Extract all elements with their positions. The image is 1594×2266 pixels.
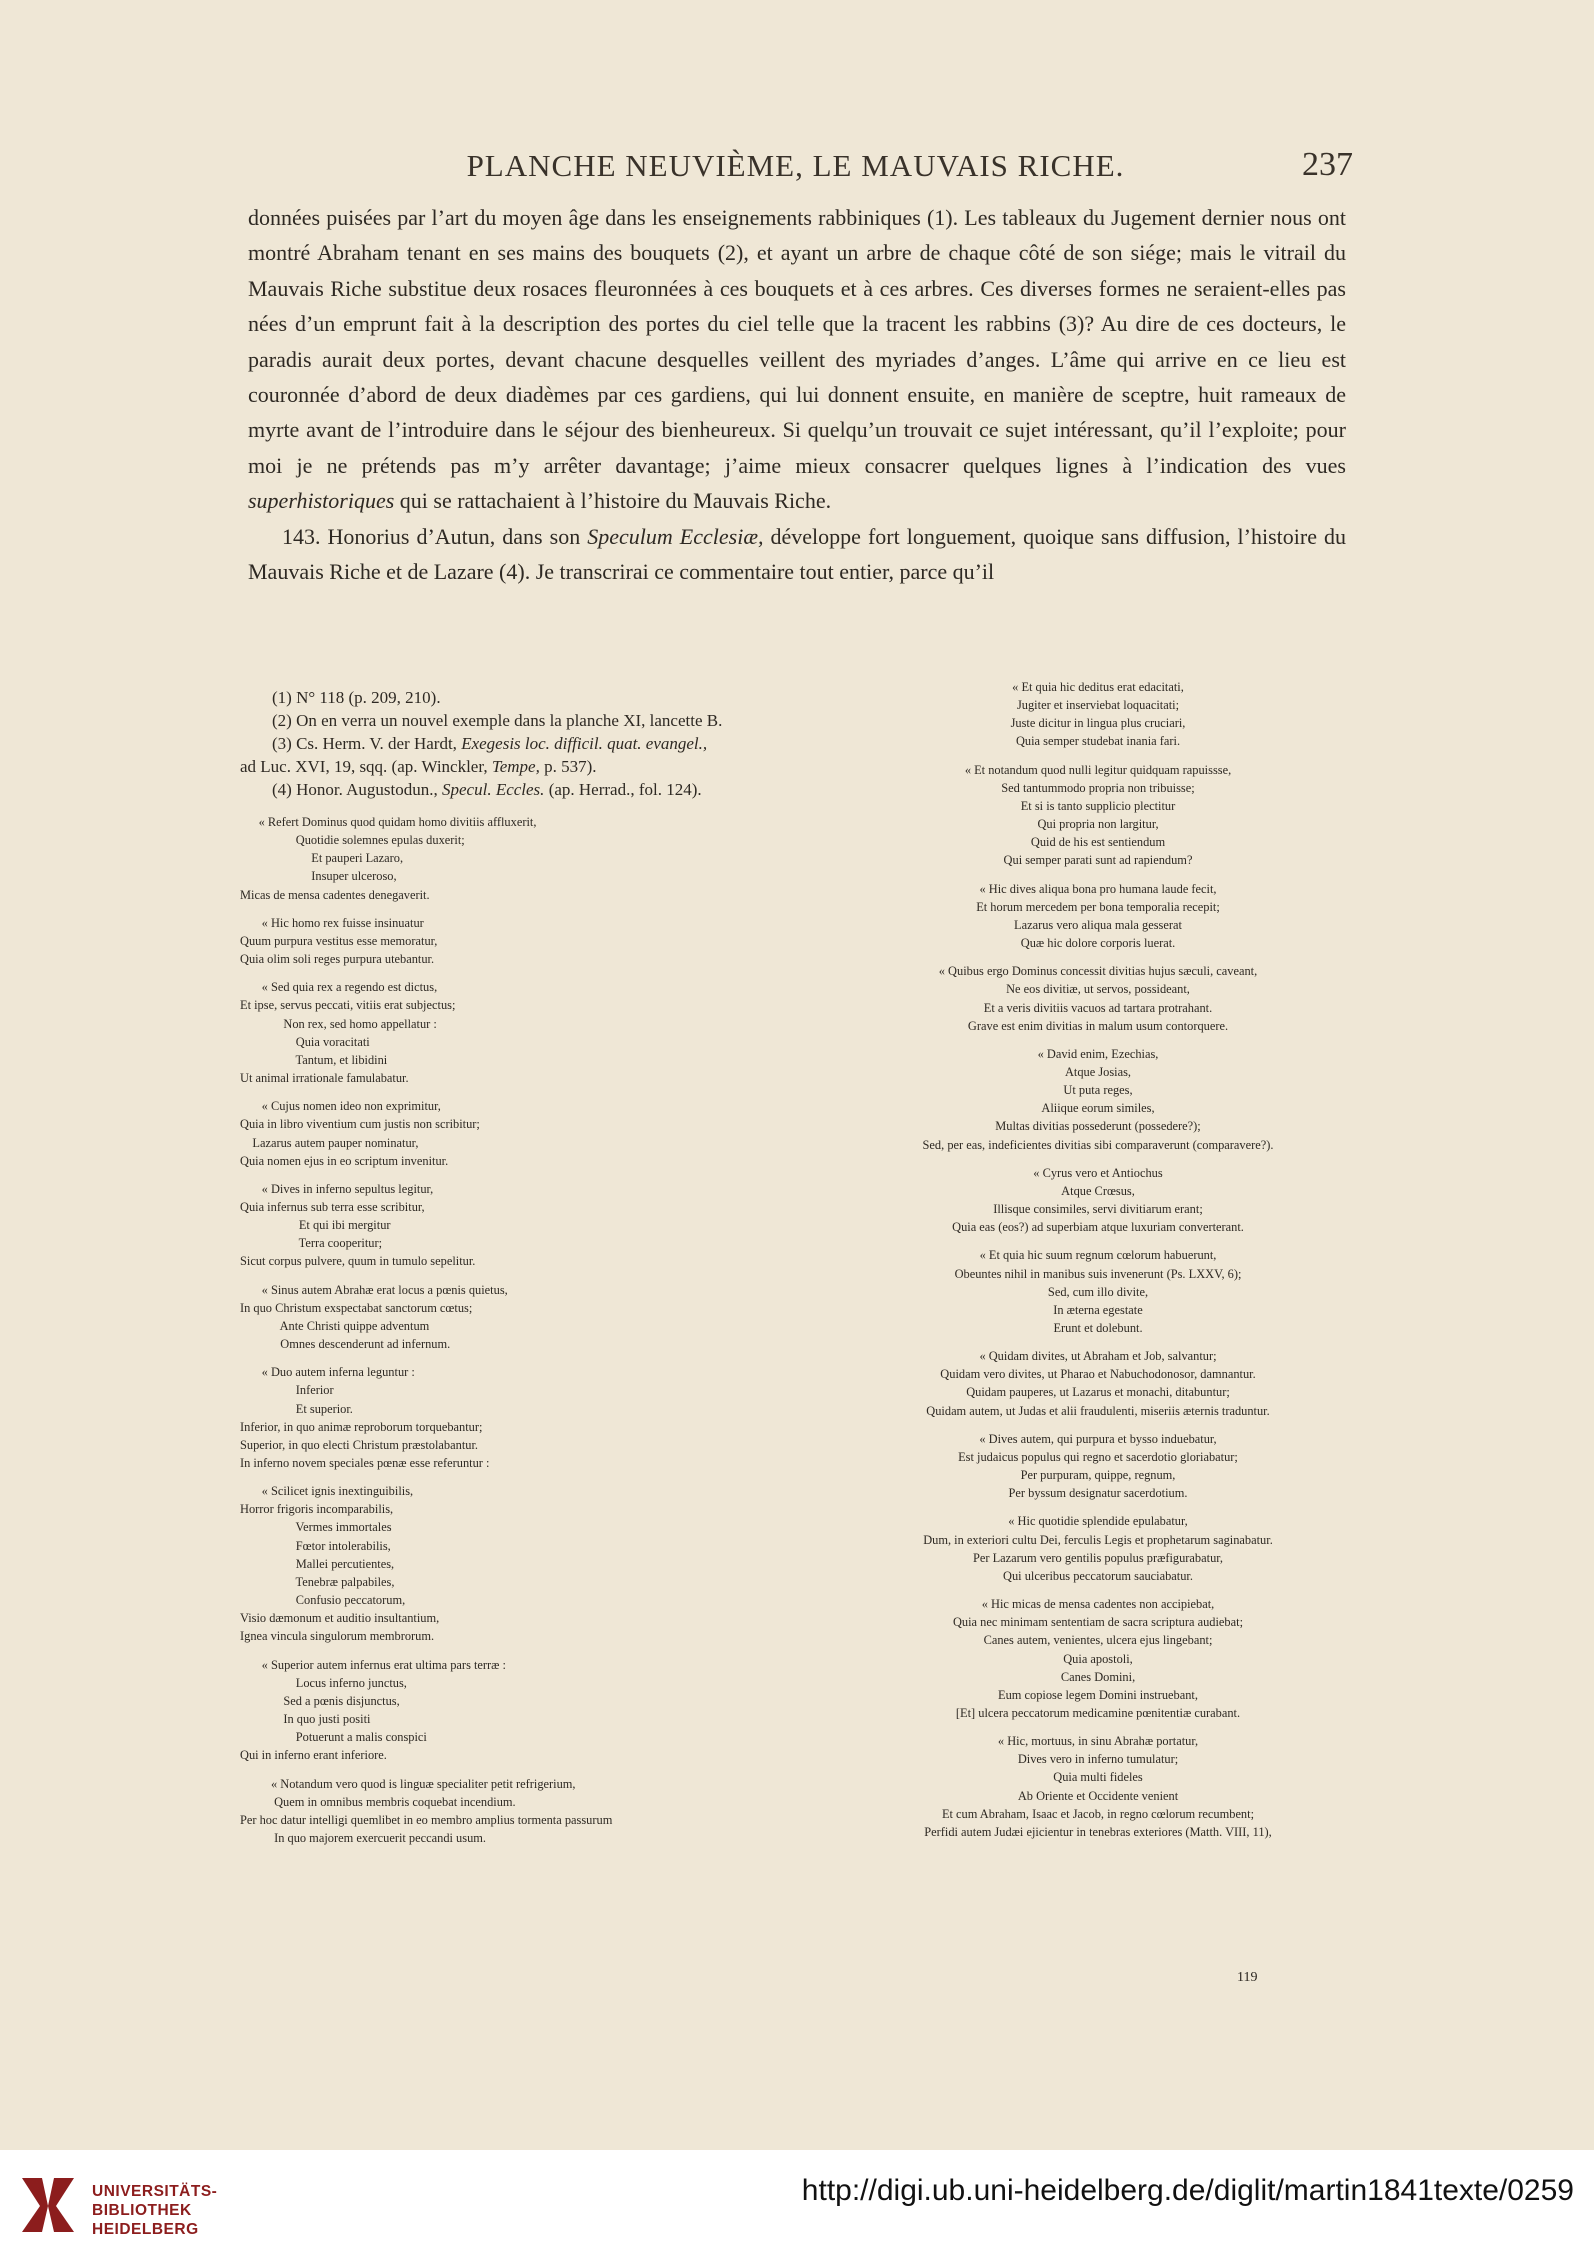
verse-line: Quotidie solemnes epulas duxerit;: [240, 833, 465, 848]
verse-line: Per purpuram, quippe, regnum,: [1020, 1468, 1176, 1483]
verse-line: Horror frigoris incomparabilis,: [240, 1502, 394, 1517]
verse-line: Et si is tanto supplicio plectitur: [1020, 798, 1176, 813]
footnote-3-cont: ad Luc. XVI, 19, sqq. (ap. Winckler, Tempe, p. 537).: [240, 757, 597, 776]
page-number: 237: [1302, 146, 1353, 183]
verse-stanza: [240, 1656, 800, 1765]
p2-text-a: 143. Honorius d’Autun, dans son: [282, 523, 581, 549]
verse-line: Tantum, et libidini: [240, 1052, 388, 1067]
verse-line: Et ipse, servus peccati, vitiis erat subjectus;: [240, 998, 456, 1013]
verse-line: Et pauperi Lazaro,: [240, 851, 404, 866]
verse-line: Erunt et dolebunt.: [1053, 1321, 1143, 1335]
verse-line: Quia apostoli,: [1063, 1651, 1133, 1666]
verse-line: In æterna egestate: [1053, 1302, 1143, 1317]
verse-line: Sed, per eas, indeficientes divitias sibi comparaverunt (comparavere?).: [922, 1137, 1274, 1152]
verse-line: Lazarus autem pauper nominatur,: [240, 1135, 419, 1150]
p1-text-a: données puisées par l’art du moyen âge dans les enseignements rabbiniques (1). Les tableaux du Jugement dernier nous ont montré Abraham tenant en ses mains des bouquets (2), et ayant un arbre de chaque côté de son siége; mais le vitrail du Mauvais Riche substitue deux rosaces fleuronnées à ces bouquets et à ces arbres. Ces diverses formes ne seraient-elles pas nées d’un emprunt fait à la description des portes du ciel telle que la tracent les rabbins (3)? Au dire de ces docteurs, le paradis aurait deux portes, devant chacune desquelles veillent des myriades d’anges. L’âme qui arrive en ce lieu est couronnée d’abord de deux diadèmes par ces gardiens, qui lui donnent ensuite, en manière de sceptre, huit rameaux de myrte avant de l’introduire dans le séjour des bienheureux. Si quelqu’un trouvait ce sujet intéressant, qu’il l’exploite; pour moi je ne prétends pas m’y arrêter davantage; j’aime mieux consacrer quelques lignes à l’indication des vues: [248, 205, 1346, 478]
verse-stanza: [240, 1281, 800, 1354]
verse-line: In quo justi positi: [240, 1712, 371, 1727]
p1-text-b: qui se rattachaient à l’histoire du Mauvais Riche.: [399, 488, 832, 514]
verse-line: « Quibus ergo Dominus concessit divitias hujus sæculi, caveant,: [938, 964, 1258, 979]
verse-stanza: [240, 813, 800, 904]
verse-line: Ut puta reges,: [1063, 1083, 1133, 1098]
university-logo-icon: [18, 2170, 78, 2240]
verse-stanza: [838, 1732, 1358, 1841]
verse-line: Canes Domini,: [1060, 1669, 1136, 1684]
verse-line: Insuper ulceroso,: [240, 869, 397, 884]
footnote-4: (4) Honor. Augustodun., Specul. Eccles. (ap. Herrad., fol. 124).: [272, 780, 702, 799]
verse-line: Et horum mercedem per bona temporalia recepit;: [976, 899, 1220, 914]
verse-line: Et cum Abraham, Isaac et Jacob, in regno cœlorum recumbent;: [941, 1806, 1255, 1821]
verse-line: Qui ulceribus peccatorum sauciabatur.: [1003, 1568, 1193, 1583]
verse-stanza: [838, 1246, 1358, 1337]
verse-line: Et a veris divitiis vacuos ad tartara protrahant.: [983, 1000, 1213, 1015]
verse-line: Multas divitias possederunt (possedere?);: [995, 1119, 1201, 1134]
verse-line: Quia infernus sub terra esse scribitur,: [240, 1199, 425, 1214]
verse-line: Confusio peccatorum,: [240, 1593, 406, 1608]
verse-line: « Dives in inferno sepultus legitur,: [240, 1181, 434, 1196]
verse-stanza: [838, 761, 1358, 870]
signature-number: 119: [1237, 1970, 1258, 1985]
verse-line: Vermes immortales: [240, 1520, 392, 1535]
verse-stanza: [838, 962, 1358, 1035]
verse-line: Quia voracitati: [240, 1034, 370, 1049]
verse-stanza: [240, 1482, 800, 1645]
verse-line: « Et quia hic suum regnum cœlorum habuerunt,: [979, 1248, 1217, 1263]
verse-line: Quia multi fideles: [1053, 1770, 1143, 1785]
verse-line: « Superior autem infernus erat ultima pars terræ :: [240, 1657, 506, 1672]
verse-stanza: [240, 914, 800, 968]
verse-line: Illisque consimiles, servi divitiarum erant;: [993, 1202, 1203, 1217]
verse-line: Lazarus vero aliqua mala gesserat: [1014, 917, 1182, 932]
verse-line: « Duo autem inferna leguntur :: [240, 1365, 415, 1380]
verse-line: Quid de his est sentiendum: [1030, 835, 1166, 850]
footer-bar: [0, 2150, 1594, 2266]
verse-line: Atque Crœsus,: [1061, 1183, 1135, 1198]
verse-line: In inferno novem speciales pœnæ esse referuntur :: [240, 1456, 490, 1470]
verse-line: « Sinus autem Abrahæ erat locus a pœnis quietus,: [240, 1282, 508, 1297]
verses-left: [240, 813, 800, 1847]
verse-line: « Notandum vero quod is linguæ specialiter petit refrigerium,: [240, 1776, 576, 1791]
verse-line: « Quidam divites, ut Abraham et Job, salvantur;: [979, 1349, 1217, 1364]
verse-line: Canes autem, venientes, ulcera ejus lingebant;: [983, 1633, 1213, 1648]
p2-italic: Speculum Ecclesiæ,: [587, 523, 764, 549]
verse-line: Ante Christi quippe adventum: [240, 1318, 430, 1333]
verse-line: Quidam autem, ut Judas et alii fraudulenti, miseriis æternis traduntur.: [926, 1403, 1270, 1418]
verse-stanza: [838, 678, 1358, 751]
verse-line: Quia nec minimam sententiam de sacra scriptura audiebat;: [952, 1615, 1244, 1630]
verse-line: Jugiter et inserviebat loquacitati;: [1016, 698, 1180, 713]
paragraph-2: [248, 519, 1346, 590]
p1-italic: superhistoriques: [248, 488, 395, 514]
verse-line: Et qui ibi mergitur: [240, 1218, 391, 1233]
verse-line: Terra cooperitur;: [240, 1236, 383, 1251]
verse-line: Per hoc datur intelligi quemlibet in eo membro amplius tormenta passurum: [240, 1812, 613, 1827]
university-name: UNIVERSITÄTS- BIBLIOTHEK HEIDELBERG: [92, 2183, 218, 2238]
verse-line: Aliique eorum similes,: [1041, 1101, 1155, 1116]
verse-line: Micas de mensa cadentes denegaverit.: [240, 887, 430, 902]
verse-line: Atque Josias,: [1064, 1064, 1132, 1079]
verse-line: Non rex, sed homo appellatur :: [240, 1016, 437, 1031]
verse-line: Obeuntes nihil in manibus suis invenerunt (Ps. LXXV, 6);: [954, 1266, 1242, 1281]
verse-line: Per Lazarum vero gentilis populus præfigurabatur,: [972, 1550, 1223, 1565]
verse-line: « Et quia hic deditus erat edacitati,: [1012, 680, 1184, 694]
verse-line: Eum copiose legem Domini instruebant,: [998, 1687, 1198, 1702]
verse-line: Est judaicus populus qui regno et sacerdotio gloriabatur;: [958, 1449, 1238, 1464]
verse-line: Fœtor intolerabilis,: [240, 1538, 391, 1553]
verse-stanza: [838, 880, 1358, 953]
verse-line: Perfidi autem Judæi ejicientur in tenebras exteriores (Matth. VIII, 11),: [924, 1824, 1272, 1839]
verse-line: Et superior.: [240, 1401, 353, 1416]
verse-line: « Scilicet ignis inextinguibilis,: [240, 1484, 414, 1499]
verse-line: Omnes descenderunt ad infernum.: [240, 1337, 451, 1352]
p2-text-b: développe fort longuement, quoique sans diffusion, l’histoire du Mauvais Riche et de Lazare (4). Je transcrirai ce commentaire tout entier, parce qu’il: [248, 523, 1346, 585]
verse-line: Qui semper parati sunt ad rapiendum?: [1003, 853, 1193, 868]
verses-right: [838, 678, 1358, 1841]
verse-line: Quia eas (eos?) ad superbiam atque luxuriam converterant.: [952, 1220, 1244, 1235]
verse-line: Quia olim soli reges purpura utebantur.: [240, 952, 435, 967]
footnote-1: (1) N° 118 (p. 209, 210).: [272, 688, 441, 707]
paragraph-1: [248, 200, 1346, 519]
source-url-link[interactable]: http://digi.ub.uni-heidelberg.de/diglit/martin1841texte/0259: [801, 2174, 1574, 2207]
verse-line: Ab Oriente et Occidente venient: [1017, 1788, 1179, 1803]
verse-stanza: [838, 1045, 1358, 1154]
right-column: [838, 678, 1358, 1841]
verse-line: « Hic homo rex fuisse insinuatur: [240, 915, 424, 930]
verse-line: « Cujus nomen ideo non exprimitur,: [240, 1099, 441, 1114]
main-text: [248, 200, 1346, 589]
verse-line: Sed tantummodo propria non tribuisse;: [1001, 780, 1195, 795]
verse-stanza: [240, 1775, 800, 1848]
verse-line: Per byssum designatur sacerdotium.: [1008, 1486, 1188, 1501]
verse-line: Quidam pauperes, ut Lazarus et monachi, ditabuntur;: [966, 1385, 1230, 1400]
verse-line: Qui propria non largitur,: [1037, 817, 1159, 832]
verse-stanza: [240, 1363, 800, 1472]
verse-stanza: [838, 1430, 1358, 1503]
verse-line: Quia semper studebat inania fari.: [1015, 734, 1181, 749]
footnote-3: (3) Cs. Herm. V. der Hardt, Exegesis loc. difficil. quat. evangel.,: [272, 734, 708, 753]
verse-stanza: [240, 1097, 800, 1170]
verse-stanza: [240, 1180, 800, 1271]
verse-line: Quia in libro viventium cum justis non scribitur;: [240, 1117, 480, 1132]
verse-line: « Hic quotidie splendide epulabatur,: [1008, 1514, 1188, 1529]
verse-line: Qui in inferno erant inferiore.: [240, 1748, 387, 1763]
verse-line: « Cyrus vero et Antiochus: [1033, 1165, 1163, 1180]
verse-line: Quem in omnibus membris coquebat incendium.: [240, 1794, 516, 1809]
verse-line: « Et notandum quod nulli legitur quidquam rapuissse,: [964, 762, 1232, 777]
verse-stanza: [838, 1347, 1358, 1420]
verse-line: Quidam vero divites, ut Pharao et Nabuchodonosor, damnantur.: [940, 1367, 1256, 1382]
verse-line: Inferior, in quo animæ reproborum torquebantur;: [240, 1419, 483, 1434]
verse-line: Visio dæmonum et auditio insultantium,: [240, 1611, 440, 1626]
verse-line: [Et] ulcera peccatorum medicamine pœnitentiæ curabant.: [955, 1705, 1241, 1720]
verse-stanza: [838, 1164, 1358, 1237]
verse-line: Dives vero in inferno tumulatur;: [1017, 1752, 1179, 1767]
footnote-2: (2) On en verra un nouvel exemple dans la planche XI, lancette B.: [272, 711, 723, 730]
verse-line: Mallei percutientes,: [240, 1556, 395, 1571]
verse-line: Inferior: [240, 1383, 334, 1398]
verse-line: Locus inferno junctus,: [240, 1675, 407, 1690]
verse-stanza: [838, 1512, 1358, 1585]
verse-line: Dum, in exteriori cultu Dei, ferculis Legis et prophetarum saginabatur.: [923, 1532, 1273, 1547]
verse-line: Tenebræ palpabiles,: [240, 1574, 395, 1589]
verse-line: Sicut corpus pulvere, quum in tumulo sepelitur.: [240, 1254, 476, 1269]
verse-line: Ut animal irrationale famulabatur.: [240, 1071, 409, 1086]
running-title: PLANCHE NEUVIÈME, LE MAUVAIS RICHE.: [466, 148, 1125, 183]
verse-line: Quum purpura vestitus esse memoratur,: [240, 933, 438, 948]
verse-line: In quo Christum exspectabat sanctorum cœtus;: [240, 1300, 473, 1315]
verse-line: Potuerunt a malis conspici: [240, 1730, 427, 1745]
verse-stanza: [240, 978, 800, 1087]
left-column: [240, 686, 800, 1847]
verse-line: Sed a pœnis disjunctus,: [240, 1693, 400, 1708]
verse-line: Superior, in quo electi Christum præstolabantur.: [240, 1437, 478, 1452]
verse-line: Ignea vincula singulorum membrorum.: [240, 1629, 435, 1644]
verse-line: « Dives autem, qui purpura et bysso induebatur,: [979, 1431, 1217, 1446]
verse-line: Grave est enim divitias in malum usum contorquere.: [967, 1018, 1229, 1033]
verse-line: « Sed quia rex a regendo est dictus,: [240, 980, 438, 995]
verse-line: Sed, cum illo divite,: [1047, 1284, 1149, 1299]
verse-line: In quo majorem exercuerit peccandi usum.: [240, 1830, 487, 1845]
verse-line: « Hic micas de mensa cadentes non accipiebat,: [981, 1597, 1215, 1612]
running-head: [238, 142, 1353, 192]
verse-line: Quæ hic dolore corporis luerat.: [1020, 936, 1176, 951]
verse-line: « Refert Dominus quod quidam homo divitiis affluxerit,: [240, 815, 537, 829]
verse-line: Juste dicitur in lingua plus cruciari,: [1010, 716, 1186, 731]
verse-line: « Hic, mortuus, in sinu Abrahæ portatur,: [997, 1734, 1199, 1749]
verse-stanza: [838, 1595, 1358, 1722]
verse-line: Quia nomen ejus in eo scriptum invenitur.: [240, 1153, 449, 1168]
verse-line: Ne eos divitiæ, ut servos, possideant,: [1006, 982, 1190, 997]
verse-line: « David enim, Ezechias,: [1037, 1046, 1159, 1061]
footnotes: [240, 686, 800, 801]
verse-line: « Hic dives aliqua bona pro humana laude fecit,: [979, 881, 1217, 896]
